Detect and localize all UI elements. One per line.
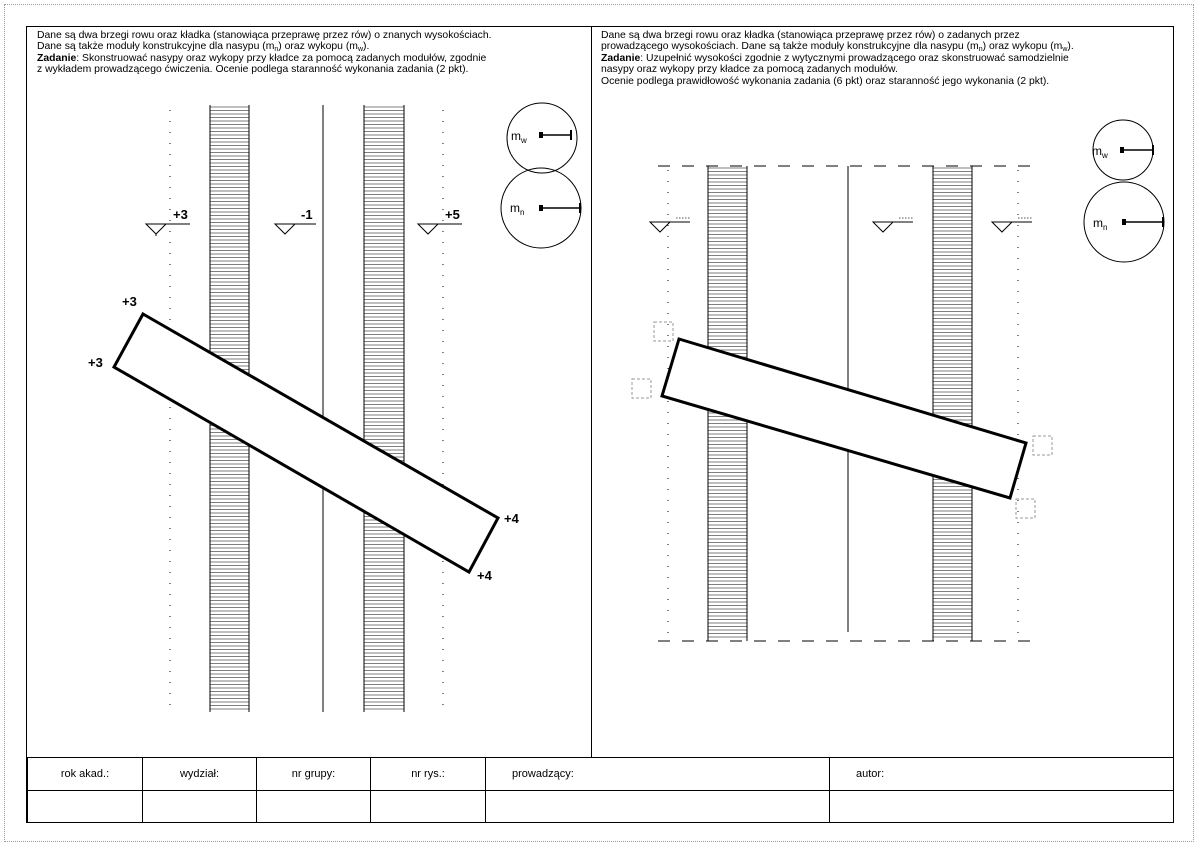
title-block xyxy=(27,757,1174,823)
level-marker xyxy=(418,207,462,234)
corner-height-input-box[interactable] xyxy=(654,322,673,341)
module-label: $m_n$ xyxy=(510,201,525,217)
corner-height-input-box[interactable] xyxy=(1033,436,1052,455)
title-block-header-year: rok akad.: xyxy=(28,758,143,791)
task-line: prowadzącego wysokościach. Dane są także moduły konstrukcyjne dla nasypu $(m_n)$ oraz wykopu $(m_w)$. xyxy=(601,41,1074,54)
module-nasyp xyxy=(1084,182,1164,262)
task-line: Zadanie: Skonstruować nasypy oraz wykopy przy kładce za pomocą zadanych modułów, zgodnie xyxy=(37,52,487,64)
corner-height-input-box[interactable] xyxy=(632,379,651,398)
title-block-header-author: autor: xyxy=(830,758,1174,791)
title-block-field-year[interactable] xyxy=(28,791,143,823)
level-triangle-icon xyxy=(992,222,1012,232)
footbridge xyxy=(662,339,1026,498)
task-line: nasypy oraz wykopy przy kładce za pomocą zadanych modułów. xyxy=(601,64,898,76)
title-block-field-group[interactable] xyxy=(257,791,371,823)
level-marker xyxy=(275,207,316,234)
module-nasyp xyxy=(501,168,581,248)
task-line: Dane są także moduły konstrukcyjne dla nasypu $(m_n)$ oraz wykopu $(m_w)$. xyxy=(37,41,370,54)
level-marker-empty xyxy=(873,218,913,232)
task-line: Dane są dwa brzegi rowu oraz kładka (stanowiąca przeprawę przez rów) o zadanych przez xyxy=(601,30,1020,41)
bank-hatching-right xyxy=(933,168,972,637)
left-ditch-plan xyxy=(88,103,581,715)
level-triangle-icon xyxy=(275,224,295,234)
level-triangle-icon xyxy=(146,224,166,236)
level-triangle-icon xyxy=(418,224,438,234)
module-label: $m_n$ xyxy=(1093,216,1108,232)
title-block-header-group: nr grupy: xyxy=(257,758,371,791)
level-marker xyxy=(146,207,190,236)
title-block-header-faculty: wydział: xyxy=(143,758,257,791)
level-marker-empty xyxy=(650,218,690,232)
title-block-field-instructor[interactable] xyxy=(486,791,830,823)
footbridge-corner-height: +4 xyxy=(477,568,492,583)
module-label: $m_w$ xyxy=(511,129,527,145)
task-line: Dane są dwa brzegi rowu oraz kładka (stanowiąca przeprawę przez rów) o znanych wysokościach. xyxy=(37,30,492,41)
task-line: Zadanie: Uzupełnić wysokości zgodnie z wytycznymi prowadzącego oraz skonstruować samodzielnie xyxy=(601,52,1069,64)
footbridge-corner-height: +4 xyxy=(504,511,519,526)
module-wykop xyxy=(1092,120,1154,180)
footbridge xyxy=(114,314,498,572)
footbridge-corner-height: +3 xyxy=(88,355,103,370)
module-label: $m_w$ xyxy=(1092,144,1108,160)
right-ditch-plan xyxy=(632,120,1164,641)
title-block-header-drawing-no: nr rys.: xyxy=(371,758,486,791)
footbridge-corner-height: +3 xyxy=(122,294,137,309)
title-block-field-author[interactable] xyxy=(830,791,1174,823)
level-value: -1 xyxy=(301,207,313,222)
level-triangle-icon xyxy=(650,222,670,232)
module-wykop xyxy=(507,103,577,173)
level-value: +3 xyxy=(173,207,188,222)
task-line: z wykładem prowadzącego ćwiczenia. Ocenie podlega staranność wykonania zadania (2 pkt). xyxy=(37,64,469,76)
title-block-field-faculty[interactable] xyxy=(143,791,257,823)
level-marker-empty xyxy=(992,218,1032,232)
level-value: +5 xyxy=(445,207,460,222)
level-triangle-icon xyxy=(873,222,893,232)
task-line: Ocenie podlega prawidłowość wykonania zadania (6 pkt) oraz staranność jego wykonania (2 pkt). xyxy=(601,75,1050,87)
title-block-header-instructor: prowadzący: xyxy=(486,758,830,791)
corner-height-input-box[interactable] xyxy=(1016,499,1035,518)
bank-hatching-right xyxy=(364,107,404,709)
title-block-field-drawing-no[interactable] xyxy=(371,791,486,823)
